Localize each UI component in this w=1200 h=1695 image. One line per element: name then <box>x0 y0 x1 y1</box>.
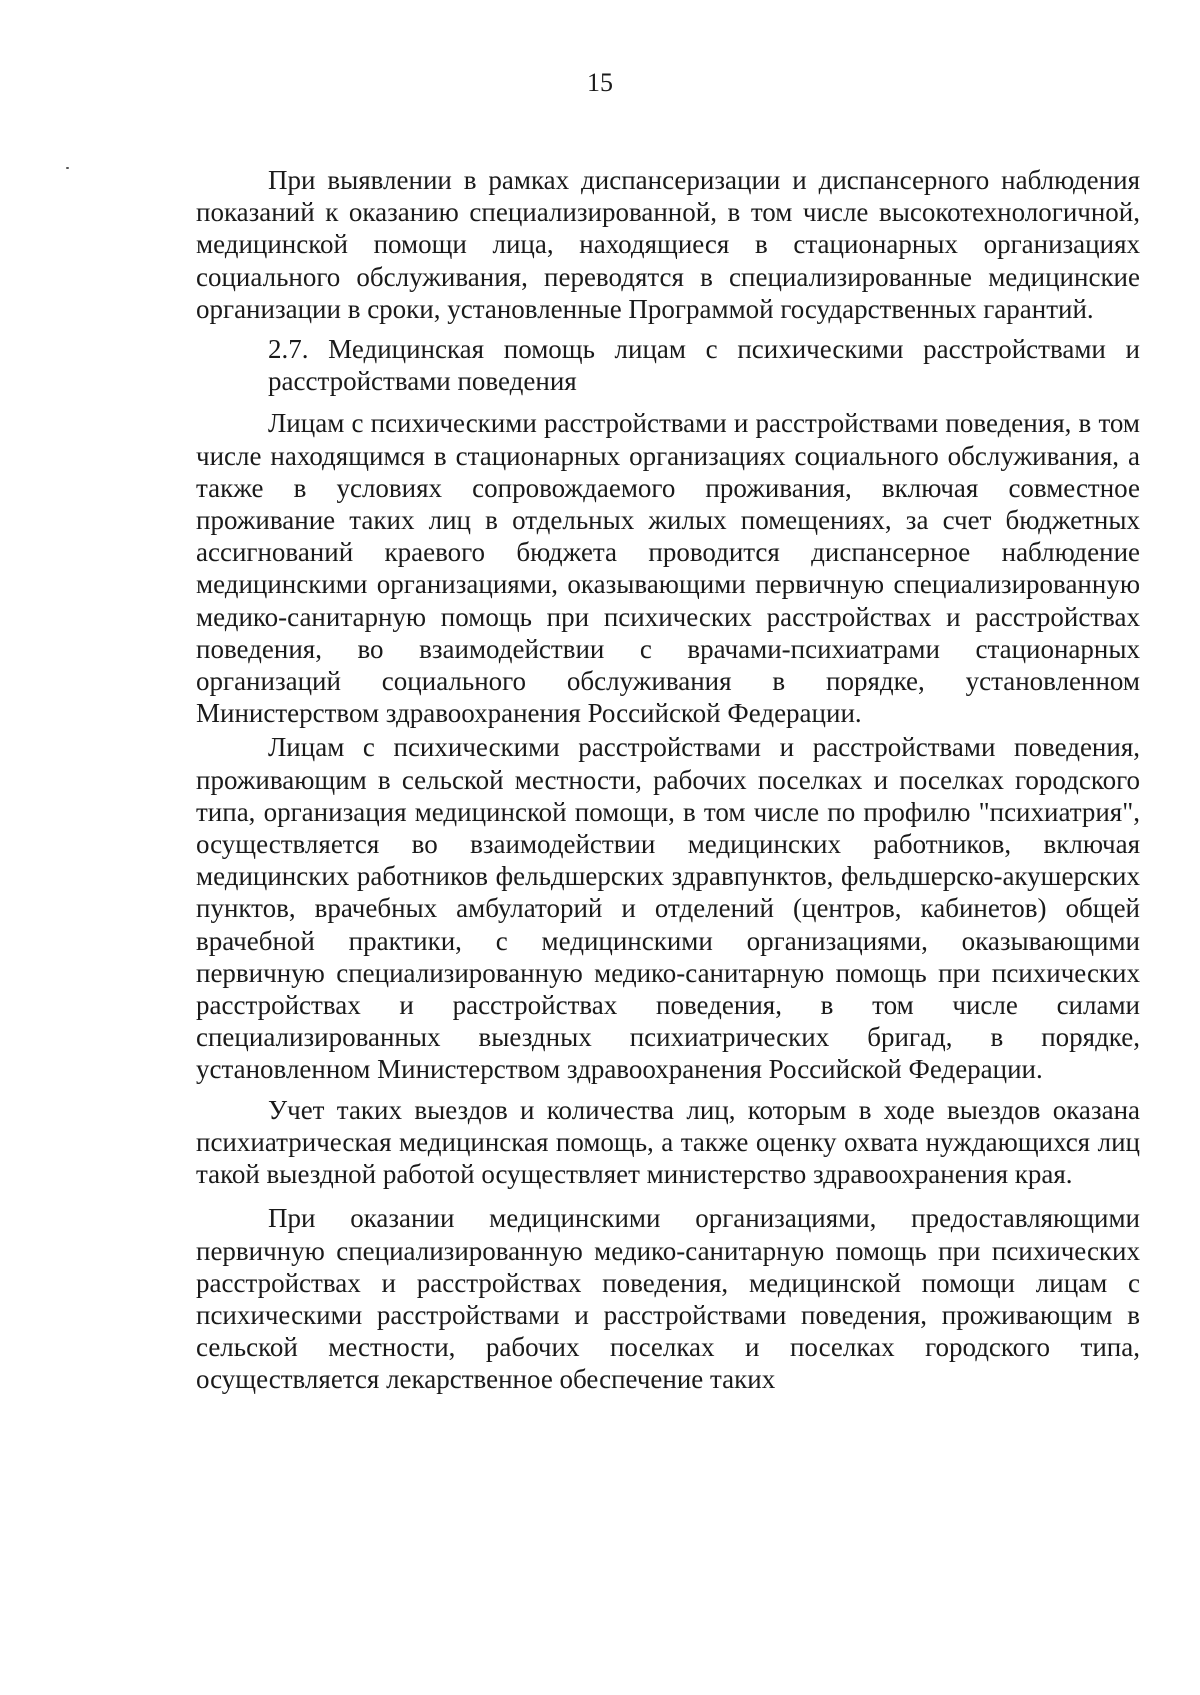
scan-artifact <box>66 167 69 169</box>
paragraph-dispensary-observation: Лицам с психическими расстройствами и расстройствами поведения, в том числе находящимся в стационарных организациях социального обслуживания, а также в условиях сопровождаемого проживания, включая совместное проживание таких лиц в отдельных жилых помещениях, за счет бюджетных ассигнований краевого бюджета проводится диспансерное наблюдение медицинскими организациями, оказывающими первичную специализированную медико-санитарную помощь при психических расстройствах и расстройствах поведения, во взаимодействии с врачами-психиатрами стационарных организаций социального обслуживания в порядке, установленном Министерством здравоохранения Российской Федерации. <box>196 408 1140 729</box>
paragraph-dispensary-transfer: При выявлении в рамках диспансеризации и диспансерного наблюдения показаний к оказанию специализированной, в том числе высокотехнологичной, медицинской помощи лица, находящиеся в стационарных организациях социального обслуживания, переводятся в специализированные медицинские организации в сроки, установленные Программой государственных гарантий. <box>196 165 1140 324</box>
paragraph-field-visits-accounting: Учет таких выездов и количества лиц, которым в ходе выездов оказана психиатрическая медицинская помощь, а также оценку охвата нуждающихся лиц такой выездной работой осуществляет министерство здравоохранения края. <box>196 1094 1140 1190</box>
document-body <box>196 164 1140 1396</box>
page-number: 15 <box>587 68 613 97</box>
section-heading-2-7: 2.7. Медицинская помощь лицам с психическими расстройствами и расстройствами поведения <box>268 334 1140 397</box>
paragraph-rural-psychiatric-care: Лицам с психическими расстройствами и расстройствами поведения, проживающим в сельской местности, рабочих поселках и поселках городского типа, организация медицинской помощи, в том числе по профилю "психиатрия", осуществляется во взаимодействии медицинских работников, включая медицинских работников фельдшерских здравпунктов, фельдшерско-акушерских пунктов, врачебных амбулаторий и отделений (центров, кабинетов) общей врачебной практики, с медицинскими организациями, оказывающими первичную специализированную медико-санитарную помощь при психических расстройствах и расстройствах поведения, в том числе силами специализированных выездных психиатрических бригад, в порядке, установленном Министерством здравоохранения Российской Федерации. <box>196 732 1140 1085</box>
paragraph-drug-provision: При оказании медицинскими организациями, предоставляющими первичную специализированную медико-санитарную помощь при психических расстройствах и расстройствах поведения, медицинской помощи лицам с психическими расстройствами и расстройствами поведения, проживающим в сельской местности, рабочих поселках и поселках городского типа, осуществляется лекарственное обеспечение таких <box>196 1203 1140 1395</box>
